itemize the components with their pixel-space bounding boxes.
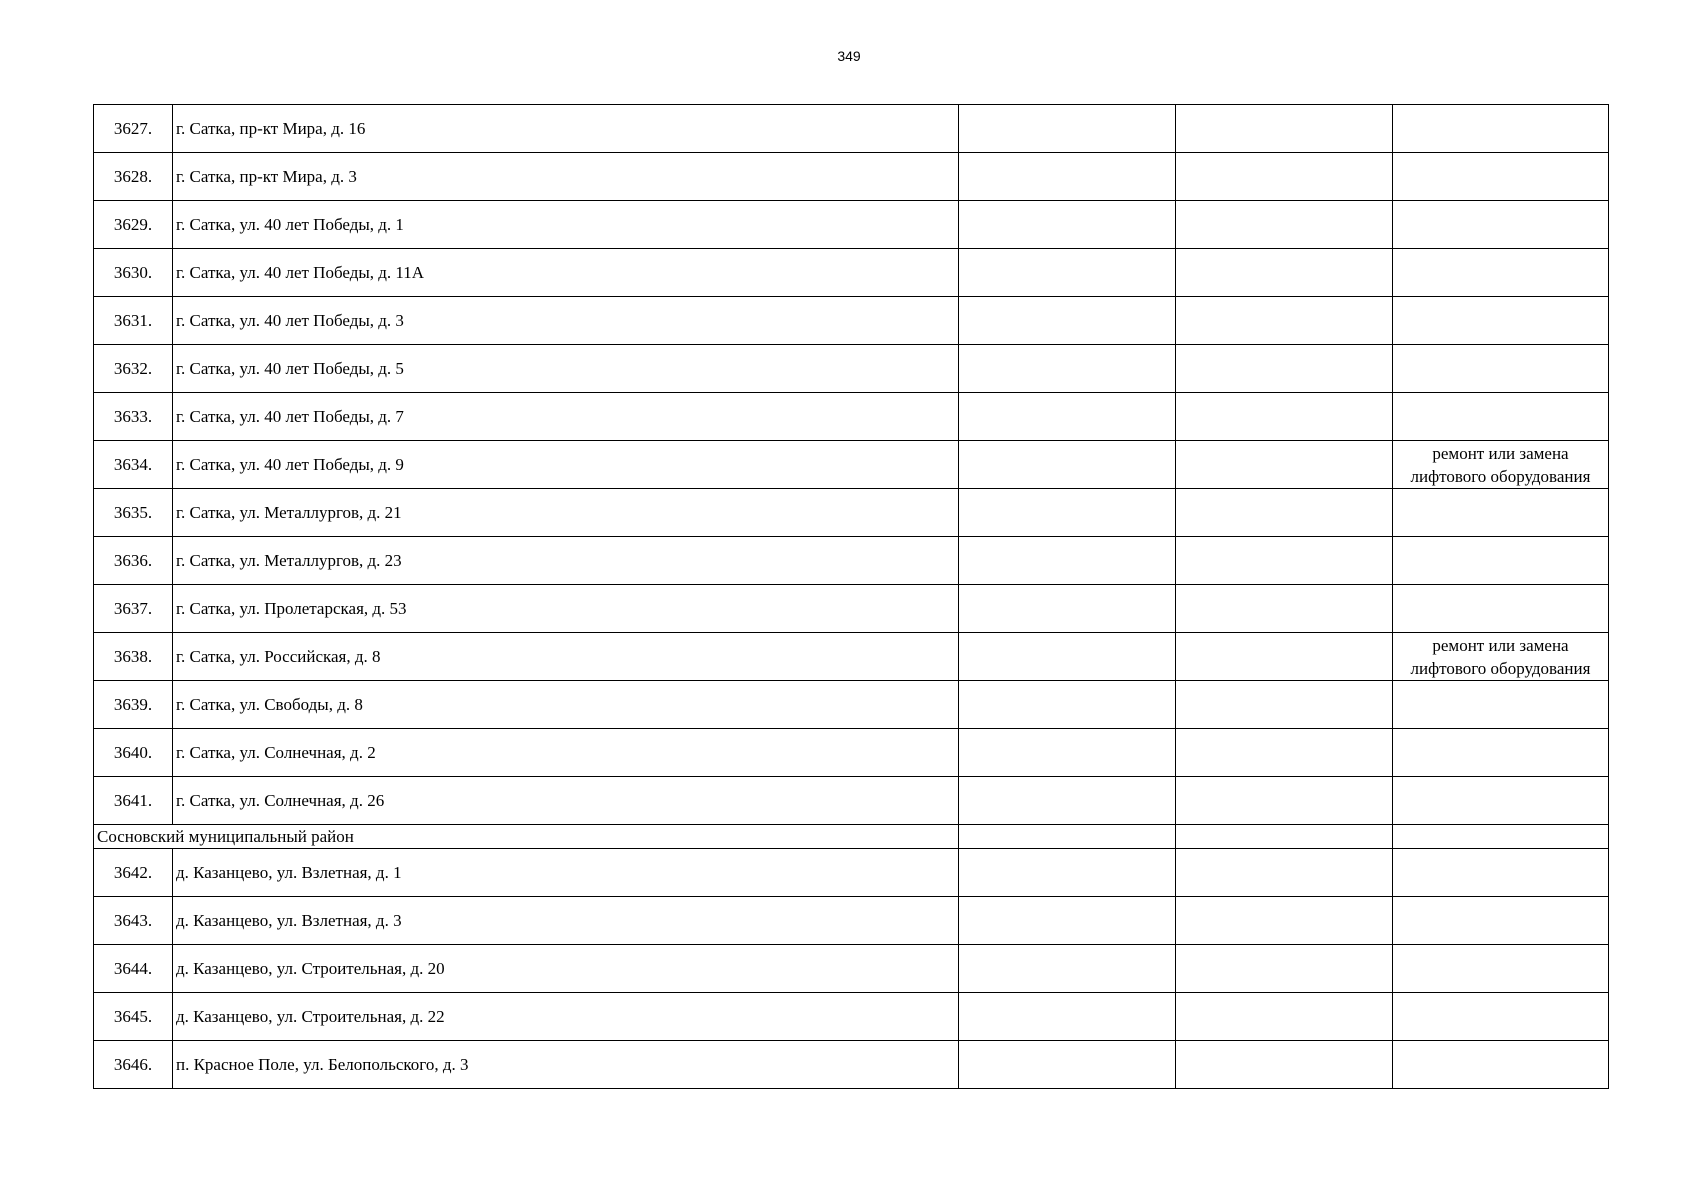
row-number: 3645. <box>94 993 173 1041</box>
row-address: г. Сатка, ул. Пролетарская, д. 53 <box>173 585 959 633</box>
table-row <box>94 681 1609 729</box>
empty-cell <box>959 489 1176 537</box>
row-number: 3633. <box>94 393 173 441</box>
row-number: 3639. <box>94 681 173 729</box>
row-number: 3644. <box>94 945 173 993</box>
row-note <box>1393 201 1609 249</box>
row-address: г. Сатка, ул. Российская, д. 8 <box>173 633 959 681</box>
empty-cell <box>1176 825 1393 849</box>
table-row <box>94 393 1609 441</box>
row-note <box>1393 393 1609 441</box>
empty-cell <box>1176 993 1393 1041</box>
row-address: г. Сатка, ул. Солнечная, д. 2 <box>173 729 959 777</box>
empty-cell <box>1176 105 1393 153</box>
empty-cell <box>959 201 1176 249</box>
row-number: 3632. <box>94 345 173 393</box>
empty-cell <box>1176 681 1393 729</box>
row-address: г. Сатка, пр-кт Мира, д. 3 <box>173 153 959 201</box>
row-note <box>1393 537 1609 585</box>
row-address: г. Сатка, ул. Солнечная, д. 26 <box>173 777 959 825</box>
empty-cell <box>959 393 1176 441</box>
row-address: д. Казанцево, ул. Строительная, д. 22 <box>173 993 959 1041</box>
row-note <box>1393 489 1609 537</box>
table-row <box>94 777 1609 825</box>
empty-cell <box>959 297 1176 345</box>
row-number: 3642. <box>94 849 173 897</box>
empty-cell <box>959 993 1176 1041</box>
empty-cell <box>1393 825 1609 849</box>
row-note <box>1393 993 1609 1041</box>
row-address: г. Сатка, ул. Металлургов, д. 23 <box>173 537 959 585</box>
row-address: г. Сатка, ул. 40 лет Победы, д. 5 <box>173 345 959 393</box>
row-number: 3636. <box>94 537 173 585</box>
empty-cell <box>959 777 1176 825</box>
row-note <box>1393 849 1609 897</box>
empty-cell <box>1176 249 1393 297</box>
row-number: 3637. <box>94 585 173 633</box>
row-address: г. Сатка, ул. Металлургов, д. 21 <box>173 489 959 537</box>
empty-cell <box>1176 777 1393 825</box>
row-number: 3629. <box>94 201 173 249</box>
table-row <box>94 153 1609 201</box>
empty-cell <box>959 729 1176 777</box>
table-row <box>94 585 1609 633</box>
empty-cell <box>959 153 1176 201</box>
empty-cell <box>1176 537 1393 585</box>
empty-cell <box>1176 153 1393 201</box>
empty-cell <box>1176 849 1393 897</box>
row-number: 3635. <box>94 489 173 537</box>
table-row <box>94 849 1609 897</box>
empty-cell <box>1176 201 1393 249</box>
empty-cell <box>1176 441 1393 489</box>
row-number: 3631. <box>94 297 173 345</box>
row-note: ремонт или замена лифтового оборудования <box>1393 441 1609 489</box>
housing-register-table <box>93 104 1609 1089</box>
row-note <box>1393 345 1609 393</box>
table-row <box>94 537 1609 585</box>
empty-cell <box>1176 1041 1393 1089</box>
empty-cell <box>1176 633 1393 681</box>
row-note <box>1393 777 1609 825</box>
row-note <box>1393 297 1609 345</box>
table-row <box>94 1041 1609 1089</box>
row-note <box>1393 681 1609 729</box>
page-number: 349 <box>837 48 861 64</box>
empty-cell <box>959 105 1176 153</box>
row-number: 3641. <box>94 777 173 825</box>
row-note <box>1393 1041 1609 1089</box>
row-address: д. Казанцево, ул. Строительная, д. 20 <box>173 945 959 993</box>
row-address: г. Сатка, ул. 40 лет Победы, д. 3 <box>173 297 959 345</box>
row-note <box>1393 897 1609 945</box>
row-address: г. Сатка, ул. 40 лет Победы, д. 7 <box>173 393 959 441</box>
row-note: ремонт или замена лифтового оборудования <box>1393 633 1609 681</box>
empty-cell <box>1176 345 1393 393</box>
empty-cell <box>959 825 1176 849</box>
row-note <box>1393 585 1609 633</box>
empty-cell <box>1176 585 1393 633</box>
row-number: 3638. <box>94 633 173 681</box>
row-address: д. Казанцево, ул. Взлетная, д. 3 <box>173 897 959 945</box>
table-row <box>94 633 1609 681</box>
row-note <box>1393 105 1609 153</box>
table-row <box>94 729 1609 777</box>
empty-cell <box>1176 393 1393 441</box>
empty-cell <box>959 1041 1176 1089</box>
empty-cell <box>1176 489 1393 537</box>
section-label: Сосновский муниципальный район <box>94 825 959 849</box>
row-note <box>1393 945 1609 993</box>
row-address: г. Сатка, ул. Свободы, д. 8 <box>173 681 959 729</box>
row-address: д. Казанцево, ул. Взлетная, д. 1 <box>173 849 959 897</box>
empty-cell <box>1176 945 1393 993</box>
table-row <box>94 441 1609 489</box>
table-row <box>94 345 1609 393</box>
table-row <box>94 993 1609 1041</box>
row-address: г. Сатка, ул. 40 лет Победы, д. 9 <box>173 441 959 489</box>
empty-cell <box>959 945 1176 993</box>
row-number: 3628. <box>94 153 173 201</box>
table-row <box>94 249 1609 297</box>
empty-cell <box>1176 897 1393 945</box>
empty-cell <box>959 681 1176 729</box>
row-number: 3634. <box>94 441 173 489</box>
row-number: 3630. <box>94 249 173 297</box>
table-row <box>94 105 1609 153</box>
empty-cell <box>959 633 1176 681</box>
row-note <box>1393 249 1609 297</box>
empty-cell <box>959 897 1176 945</box>
empty-cell <box>959 249 1176 297</box>
table-row <box>94 201 1609 249</box>
empty-cell <box>959 441 1176 489</box>
table-row <box>94 945 1609 993</box>
row-note <box>1393 729 1609 777</box>
table-row <box>94 297 1609 345</box>
row-address: п. Красное Поле, ул. Белопольского, д. 3 <box>173 1041 959 1089</box>
table-row <box>94 489 1609 537</box>
empty-cell <box>1176 729 1393 777</box>
empty-cell <box>959 537 1176 585</box>
empty-cell <box>959 585 1176 633</box>
row-number: 3643. <box>94 897 173 945</box>
row-address: г. Сатка, пр-кт Мира, д. 16 <box>173 105 959 153</box>
row-address: г. Сатка, ул. 40 лет Победы, д. 1 <box>173 201 959 249</box>
empty-cell <box>1176 297 1393 345</box>
empty-cell <box>959 345 1176 393</box>
row-number: 3646. <box>94 1041 173 1089</box>
row-address: г. Сатка, ул. 40 лет Победы, д. 11А <box>173 249 959 297</box>
row-note <box>1393 153 1609 201</box>
section-row <box>94 825 1609 849</box>
table-row <box>94 897 1609 945</box>
row-number: 3640. <box>94 729 173 777</box>
empty-cell <box>959 849 1176 897</box>
row-number: 3627. <box>94 105 173 153</box>
